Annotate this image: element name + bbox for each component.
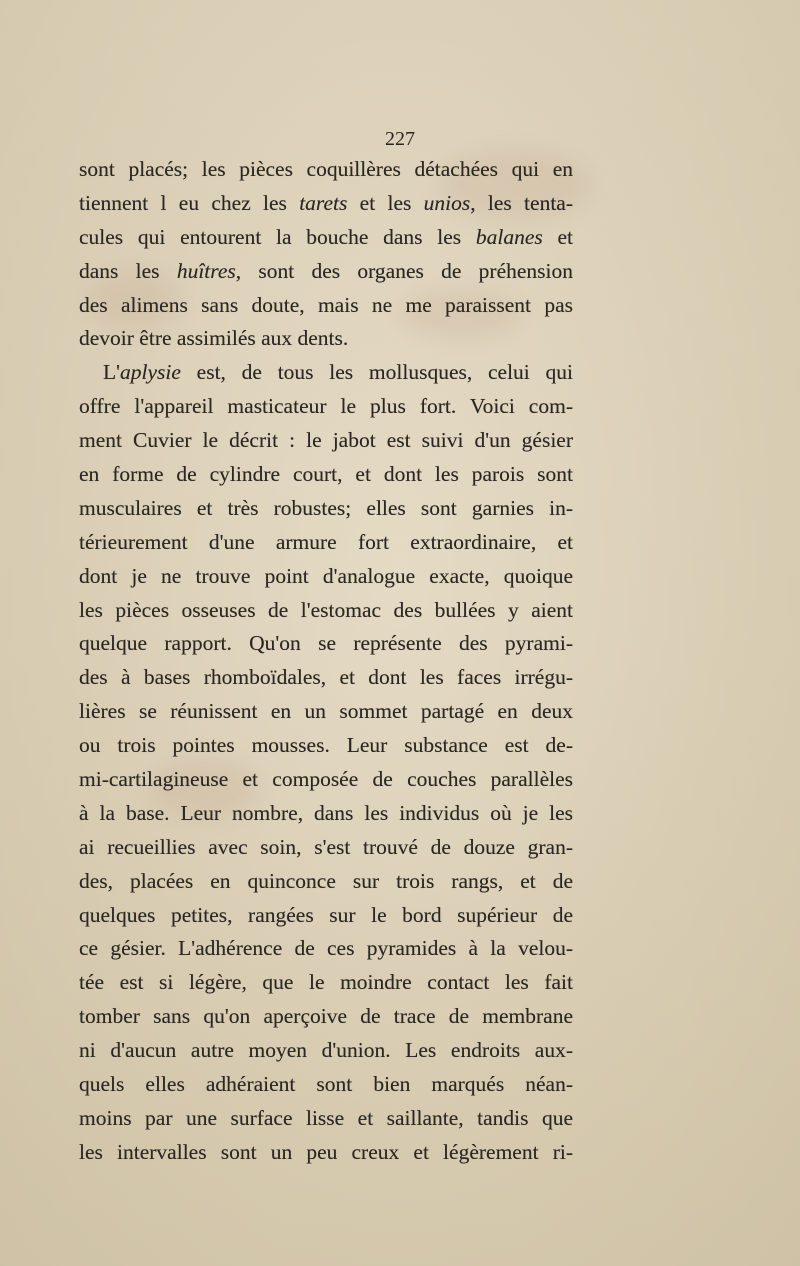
text-line: ou trois pointes mousses. Leur substance est de- [79,733,573,758]
text-line: quelque rapport. Qu'on se représente des pyrami- [79,631,573,656]
text-line: dans les huîtres, sont des organes de préhension [79,258,573,283]
text-line: ce gésier. L'adhérence de ces pyramides à la velou- [79,936,573,961]
text-line: mi-cartilagineuse et composée de couches parallèles [79,767,573,792]
text-line: sont placés; les pièces coquillères détachées qui en [79,157,573,181]
text-line: devoir être assimilés aux dents. [79,326,349,351]
text-line: cules qui entourent la bouche dans les balanes et [79,224,573,249]
body-text [79,153,573,1170]
text-line: à la base. Leur nombre, dans les individus où je les [79,800,573,825]
text-line: musculaires et très robustes; elles sont garnies in- [79,495,573,520]
page-number: 227 [385,128,415,150]
text-line: des alimens sans doute, mais ne me paraissent pas [79,292,573,317]
text-line: tée est si légère, que le moindre contact les fait [79,970,573,995]
text-line: térieurement d'une armure fort extraordinaire, et [79,529,573,554]
text-line: les pièces osseuses de l'estomac des bullées y aient [79,597,573,622]
text-line: quelques petites, rangées sur le bord supérieur de [79,902,573,927]
text-line: des à bases rhomboïdales, et dont les faces irrégu- [79,665,573,690]
text-line: lières se réunissent en un sommet partagé en deux [79,699,573,724]
text-line: offre l'appareil masticateur le plus fort. Voici com- [79,394,573,419]
text-line: L'aplysie est, de tous les mollusques, celui qui [103,360,573,385]
text-line: tomber sans qu'on aperçoive de trace de membrane [79,1004,573,1029]
text-line: tiennent l eu chez les tarets et les unios, les tenta- [79,190,573,215]
text-line: en forme de cylindre court, et dont les parois sont [79,462,573,487]
text-line: moins par une surface lisse et saillante, tandis que [79,1105,573,1130]
text-line: les intervalles sont un peu creux et légèrement ri- [79,1139,573,1164]
text-line: ni d'aucun autre moyen d'union. Les endroits aux- [79,1038,573,1063]
text-line: quels elles adhéraient sont bien marqués néan- [79,1072,573,1097]
text-line: des, placées en quinconce sur trois rangs, et de [79,868,573,893]
text-line: dont je ne trouve point d'analogue exacte, quoique [79,563,573,588]
text-line: ai recueillies avec soin, s'est trouvé de douze gran- [79,834,573,859]
text-line: ment Cuvier le décrit : le jabot est suivi d'un gésier [79,428,573,453]
